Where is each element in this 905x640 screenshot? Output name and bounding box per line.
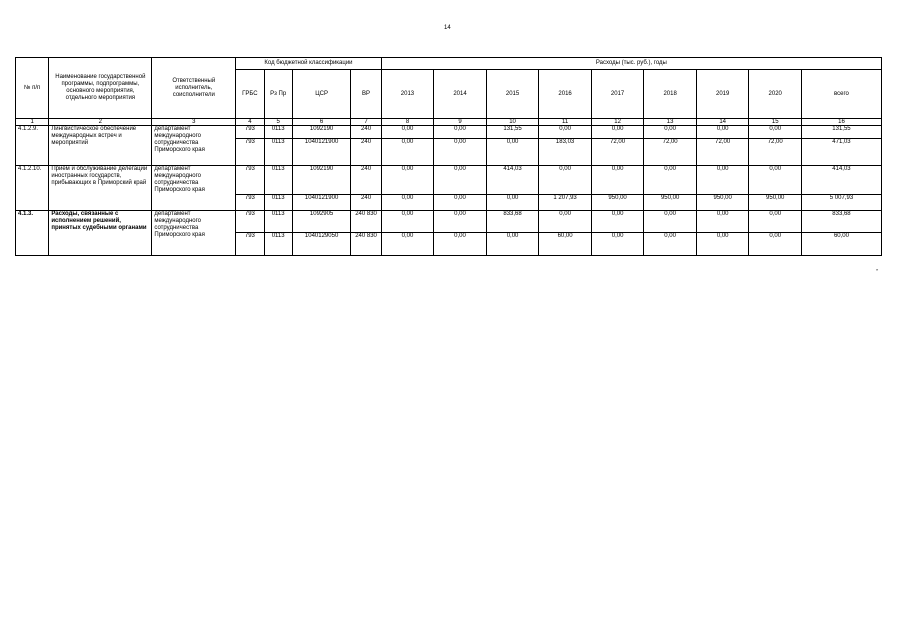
corner-mark: » <box>876 267 879 272</box>
cell-vr: 240 830 <box>351 233 381 256</box>
cell-rzpr: 0113 <box>264 126 292 139</box>
cell-grbs: 793 <box>236 233 264 256</box>
row-responsible: департамент международного сотрудничества Приморского края <box>152 166 236 211</box>
cell-vr: 240 <box>351 166 381 195</box>
cell-value: 183,03 <box>539 139 592 166</box>
cell-value: 950,00 <box>696 195 749 211</box>
cell-value: 0,00 <box>434 211 487 233</box>
cell-total: 5 007,93 <box>801 195 881 211</box>
cell-value: 0,00 <box>381 211 434 233</box>
header-num: № п/п <box>16 58 49 119</box>
cell-rzpr: 0113 <box>264 139 292 166</box>
column-number: 8 <box>381 119 434 126</box>
header-responsible: Ответственный исполнитель, соисполнители <box>152 58 236 119</box>
cell-value: 0,00 <box>644 166 697 195</box>
header-year: 2016 <box>539 70 592 119</box>
header-name: Наименование государственной программы, подпрограммы, основного мероприятия, отдельного мероприятия <box>49 58 152 119</box>
cell-total: 833,68 <box>801 211 881 233</box>
cell-value: 0,00 <box>591 211 644 233</box>
cell-vr: 240 <box>351 139 381 166</box>
row-responsible: департамент международного сотрудничества Приморского края <box>152 211 236 256</box>
column-number: 9 <box>434 119 487 126</box>
cell-value: 1 207,93 <box>539 195 592 211</box>
cell-value: 0,00 <box>696 233 749 256</box>
header-year: 2015 <box>486 70 539 119</box>
column-number: 15 <box>749 119 802 126</box>
column-number-row <box>16 119 882 126</box>
cell-value: 414,03 <box>486 166 539 195</box>
cell-grbs: 793 <box>236 126 264 139</box>
page-number: 14 <box>444 25 451 31</box>
cell-grbs: 793 <box>236 139 264 166</box>
cell-value: 0,00 <box>434 195 487 211</box>
cell-value: 833,68 <box>486 211 539 233</box>
header-year: 2014 <box>434 70 487 119</box>
cell-value: 0,00 <box>591 126 644 139</box>
row-name: Приём и обслуживание делегаций иностранных государств, прибывающих в Приморский край <box>49 166 152 211</box>
column-number: 11 <box>539 119 592 126</box>
cell-grbs: 793 <box>236 195 264 211</box>
cell-value: 0,00 <box>749 233 802 256</box>
header-year: 2019 <box>696 70 749 119</box>
column-number: 12 <box>591 119 644 126</box>
cell-value: 0,00 <box>644 126 697 139</box>
cell-total: 60,00 <box>801 233 881 256</box>
column-number: 5 <box>264 119 292 126</box>
column-number: 16 <box>801 119 881 126</box>
row-responsible: департамент международного сотрудничества Приморского края <box>152 126 236 166</box>
row-name: Лингвистическое обеспечение международных встреч и мероприятий <box>49 126 152 166</box>
cell-value: 950,00 <box>591 195 644 211</box>
header-csr: ЦСР <box>292 70 351 119</box>
cell-value: 0,00 <box>381 195 434 211</box>
column-number: 2 <box>49 119 152 126</box>
cell-value: 950,00 <box>749 195 802 211</box>
column-number: 10 <box>486 119 539 126</box>
row-number: 4.1.2.10. <box>16 166 49 211</box>
column-number: 14 <box>696 119 749 126</box>
header-year: 2018 <box>644 70 697 119</box>
cell-value: 0,00 <box>696 126 749 139</box>
cell-grbs: 793 <box>236 211 264 233</box>
header-total: всего <box>801 70 881 119</box>
row-number: 4.1.3. <box>16 211 49 256</box>
header-year: 2017 <box>591 70 644 119</box>
cell-csr: 1040129050 <box>292 233 351 256</box>
cell-value: 0,00 <box>591 233 644 256</box>
column-number: 3 <box>152 119 236 126</box>
cell-value: 0,00 <box>749 166 802 195</box>
cell-rzpr: 0113 <box>264 233 292 256</box>
row-number: 4.1.2.9. <box>16 126 49 166</box>
cell-value: 950,00 <box>644 195 697 211</box>
row-name: Расходы, связанные с исполнением решений, принятых судебными органами <box>49 211 152 256</box>
cell-csr: 1040121900 <box>292 195 351 211</box>
cell-value: 0,00 <box>381 166 434 195</box>
cell-grbs: 793 <box>236 166 264 195</box>
cell-value: 0,00 <box>434 139 487 166</box>
cell-value: 0,00 <box>434 126 487 139</box>
cell-value: 0,00 <box>749 211 802 233</box>
cell-value: 0,00 <box>696 211 749 233</box>
cell-value: 72,00 <box>749 139 802 166</box>
table-row <box>16 166 882 195</box>
cell-value: 0,00 <box>539 211 592 233</box>
header-year: 2020 <box>749 70 802 119</box>
cell-value: 72,00 <box>591 139 644 166</box>
cell-total: 131,55 <box>801 126 881 139</box>
cell-value: 72,00 <box>644 139 697 166</box>
cell-value: 0,00 <box>749 126 802 139</box>
table-row <box>16 126 882 139</box>
cell-vr: 240 <box>351 126 381 139</box>
cell-value: 0,00 <box>644 233 697 256</box>
cell-value: 0,00 <box>381 233 434 256</box>
cell-total: 414,03 <box>801 166 881 195</box>
cell-value: 0,00 <box>434 166 487 195</box>
expenses-table <box>15 57 882 256</box>
cell-csr: 1092190 <box>292 126 351 139</box>
column-number: 1 <box>16 119 49 126</box>
cell-value: 0,00 <box>591 166 644 195</box>
cell-value: 131,55 <box>486 126 539 139</box>
cell-rzpr: 0113 <box>264 211 292 233</box>
cell-value: 0,00 <box>539 126 592 139</box>
header-budget-group: Код бюджетной классификации <box>236 58 381 70</box>
cell-value: 0,00 <box>486 195 539 211</box>
table-row <box>16 211 882 233</box>
cell-value: 60,00 <box>539 233 592 256</box>
cell-value: 0,00 <box>434 233 487 256</box>
cell-rzpr: 0113 <box>264 195 292 211</box>
cell-csr: 1092190 <box>292 166 351 195</box>
cell-value: 0,00 <box>486 139 539 166</box>
cell-total: 471,03 <box>801 139 881 166</box>
cell-value: 0,00 <box>696 166 749 195</box>
column-number: 6 <box>292 119 351 126</box>
cell-value: 0,00 <box>644 211 697 233</box>
header-year: 2013 <box>381 70 434 119</box>
cell-csr: 1040121900 <box>292 139 351 166</box>
cell-value: 0,00 <box>381 139 434 166</box>
cell-vr: 240 830 <box>351 211 381 233</box>
column-number: 7 <box>351 119 381 126</box>
cell-csr: 1092905 <box>292 211 351 233</box>
cell-value: 72,00 <box>696 139 749 166</box>
cell-value: 0,00 <box>486 233 539 256</box>
header-grbs: ГРБС <box>236 70 264 119</box>
cell-value: 0,00 <box>539 166 592 195</box>
column-number: 13 <box>644 119 697 126</box>
header-rzpr: Рз Пр <box>264 70 292 119</box>
cell-rzpr: 0113 <box>264 166 292 195</box>
column-number: 4 <box>236 119 264 126</box>
header-expenses-group: Расходы (тыс. руб.), годы <box>381 58 881 70</box>
cell-value: 0,00 <box>381 126 434 139</box>
cell-vr: 240 <box>351 195 381 211</box>
header-vr: ВР <box>351 70 381 119</box>
